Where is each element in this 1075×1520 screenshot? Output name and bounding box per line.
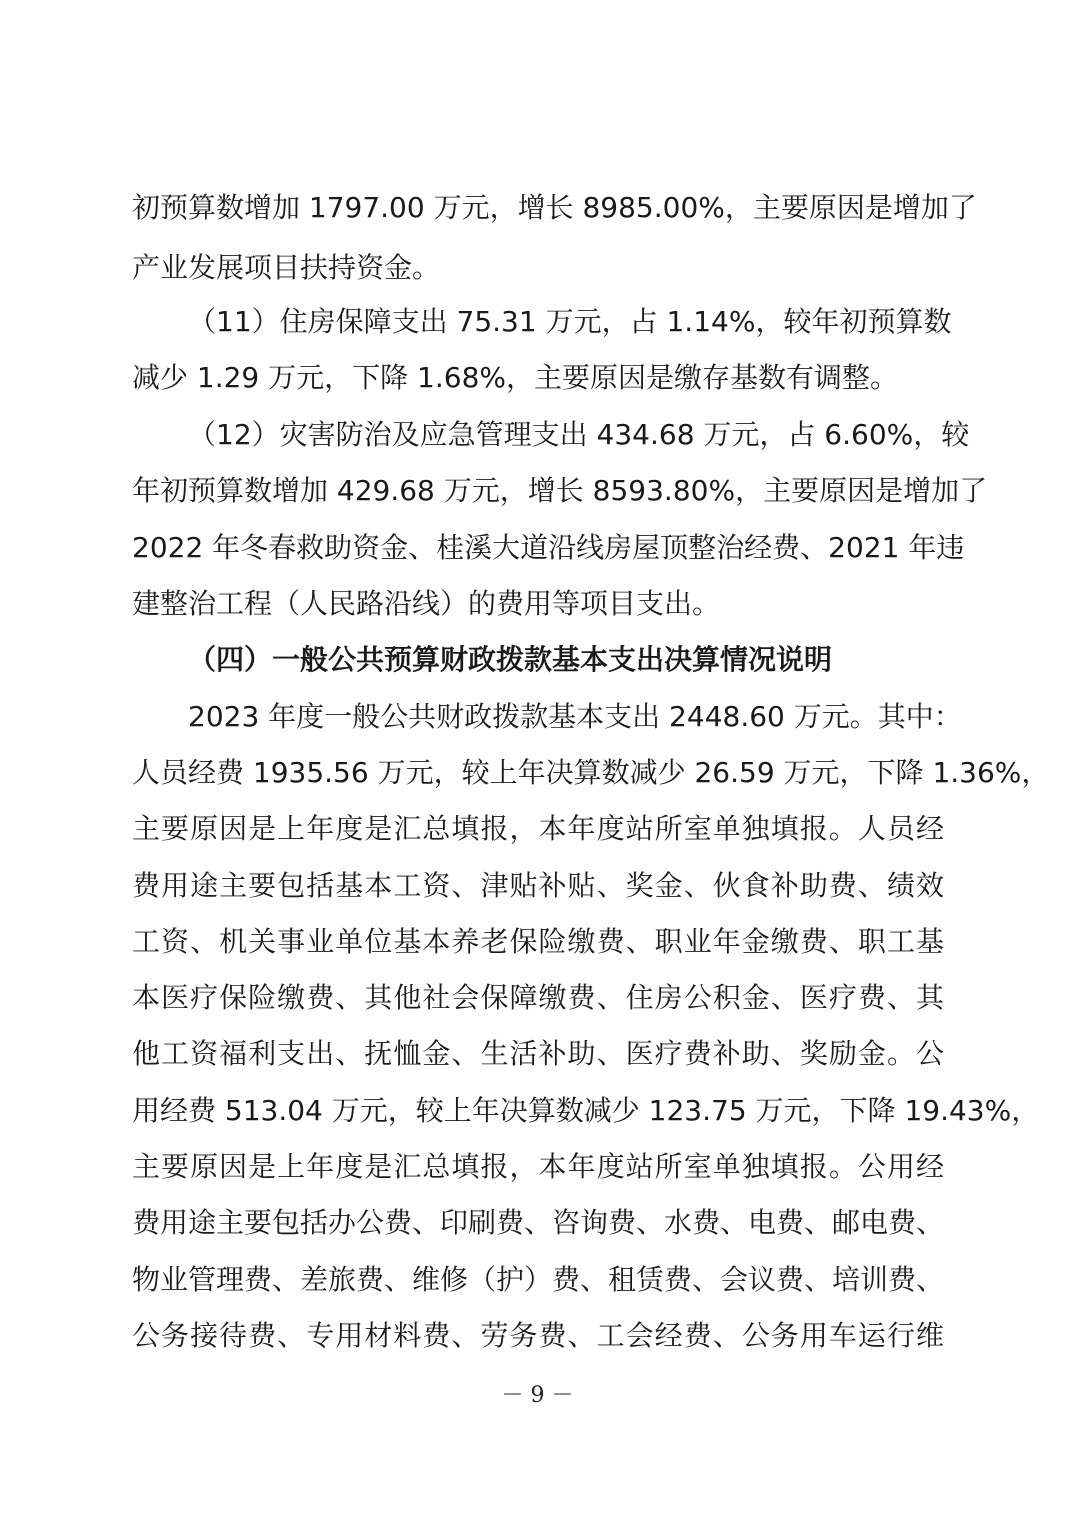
paragraph-line: （11）住房保障支出 75.31 万元，占 1.14%，较年初预算数	[188, 305, 952, 338]
paragraph-line: 公务接待费、专用材料费、劳务费、工会经费、公务用车运行维	[132, 1319, 944, 1352]
paragraph-line: 物业管理费、差旅费、维修（护）费、租赁费、会议费、培训费、	[132, 1263, 945, 1296]
paragraph-line: 本医疗保险缴费、其他社会保障缴费、住房公积金、医疗费、其	[132, 981, 944, 1014]
paragraph-line: 建整治工程（人民路沿线）的费用等项目支出。	[132, 587, 721, 620]
paragraph-line: 年初预算数增加 429.68 万元，增长 8593.80%，主要原因是增加了	[132, 474, 988, 507]
paragraph-line: 工资、机关事业单位基本养老保险缴费、职业年金缴费、职工基	[132, 925, 944, 958]
paragraph-line: 用经费 513.04 万元，较上年决算数减少 123.75 万元，下降 19.43%，	[132, 1094, 1040, 1127]
paragraph-line: 初预算数增加 1797.00 万元，增长 8985.00%，主要原因是增加了	[132, 191, 977, 224]
paragraph-line: 2023 年度一般公共财政拨款基本支出 2448.60 万元。其中：	[188, 700, 962, 733]
paragraph-line: 产业发展项目扶持资金。	[132, 251, 441, 284]
paragraph-line: 2022 年冬春救助资金、桂溪大道沿线房屋顶整治经费、2021 年违	[132, 531, 965, 564]
paragraph-line: 减少 1.29 万元，下降 1.68%，主要原因是缴存基数有调整。	[132, 361, 898, 394]
paragraph-line: 费用途主要包括办公费、印刷费、咨询费、水费、电费、邮电费、	[132, 1206, 945, 1239]
paragraph-line: 费用途主要包括基本工资、津贴补贴、奖金、伙食补助费、绩效	[132, 869, 944, 902]
paragraph-line: 人员经费 1935.56 万元，较上年决算数减少 26.59 万元，下降 1.36%，	[132, 756, 1050, 789]
paragraph-line: （12）灾害防治及应急管理支出 434.68 万元，占 6.60%，较	[188, 418, 970, 451]
paragraph-line: 他工资福利支出、抚恤金、生活补助、医疗费补助、奖励金。公	[132, 1037, 944, 1070]
page-number: － 9 －	[501, 1383, 574, 1408]
paragraph-line: 主要原因是上年度是汇总填报，本年度站所室单独填报。人员经	[132, 812, 944, 845]
section-heading: （四）一般公共预算财政拨款基本支出决算情况说明	[188, 643, 833, 676]
paragraph-line: 主要原因是上年度是汇总填报，本年度站所室单独填报。公用经	[132, 1150, 944, 1183]
